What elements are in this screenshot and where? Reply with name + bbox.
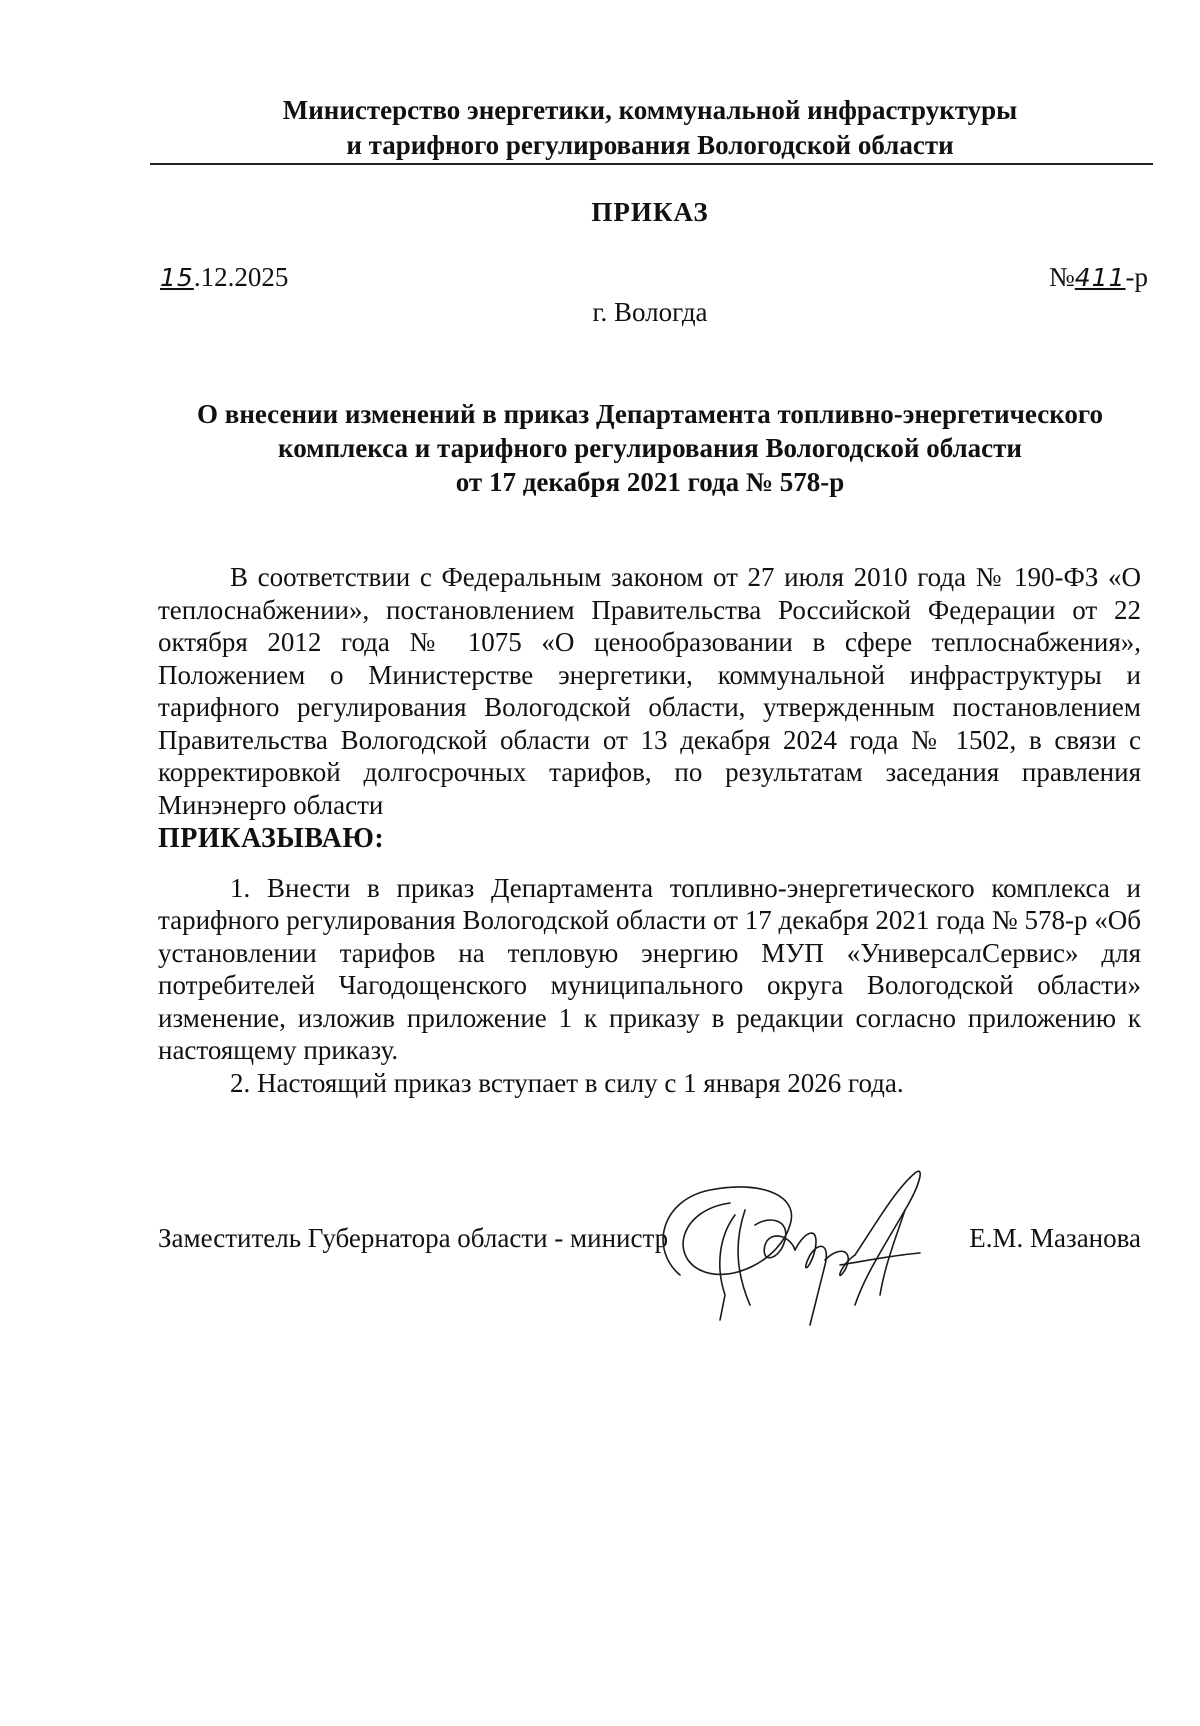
document-body: [158, 561, 1141, 1099]
subject-line-1: О внесении изменений в приказ Департамента топливно-энергетического: [196, 399, 1103, 429]
ministry-header: [150, 93, 1150, 163]
handwritten-signature: [640, 1155, 970, 1330]
number-suffix: -р: [1125, 262, 1148, 292]
subject-line-3: от 17 декабря 2021 года № 578-р: [455, 467, 845, 497]
number-handwritten: 411: [1074, 263, 1126, 292]
date-printed: .12.2025: [193, 262, 289, 292]
header-divider: [150, 163, 1153, 165]
order-item-2: 2. Настоящий приказ вступает в силу с 1 января 2026 года.: [230, 1067, 904, 1098]
order-word: ПРИКАЗЫВАЮ:: [158, 823, 385, 854]
preamble-paragraph: В соответствии с Федеральным законом от 27 июля 2010 года № 190-ФЗ «О теплоснабжении», постановлением Правительства Российской Федерации от 22 октября 2012 года № 1075 «О ценообразовании в сфере теплоснабжения», Положением о Министерстве энергетики, коммунальной инфраструктуры и тарифного регулирования Вологодской области, утвержденным постановлением Правительства Вологодской области от 13 декабря 2024 года № 1502, в связи с корректировкой долгосрочных тарифов, по результатам заседания правления Минэнерго области: [158, 562, 1141, 820]
order-item-1: 1. Внести в приказ Департамента топливно-энергетического комплекса и тарифного регулирования Вологодской области от 17 декабря 2021 года № 578-р «Об установлении тарифов на тепловую энергию МУП «УниверсалСервис» для потребителей Чагодощенского муниципального округа Вологодской области» изменение, изложив приложение 1 к приказу в редакции согласно приложению к настоящему приказу.: [158, 872, 1141, 1065]
ministry-name-line-1: Министерство энергетики, коммунальной инфраструктуры: [282, 95, 1018, 125]
document-city: г. Вологда: [592, 297, 708, 327]
subject-line-2: комплекса и тарифного регулирования Вологодской области: [278, 433, 1022, 463]
signatory-position: Заместитель Губернатора области - министр: [158, 1223, 669, 1253]
ministry-name-line-2: и тарифного регулирования Вологодской области: [346, 130, 954, 160]
document-number: [1049, 262, 1148, 293]
document-type: ПРИКАЗ: [591, 197, 709, 227]
signatory-name: Е.М. Мазанова: [969, 1223, 1141, 1253]
document-subject: [150, 397, 1150, 499]
date-handwritten-day: 15: [160, 263, 194, 292]
document-date: [160, 262, 288, 293]
number-prefix: №: [1049, 262, 1075, 292]
